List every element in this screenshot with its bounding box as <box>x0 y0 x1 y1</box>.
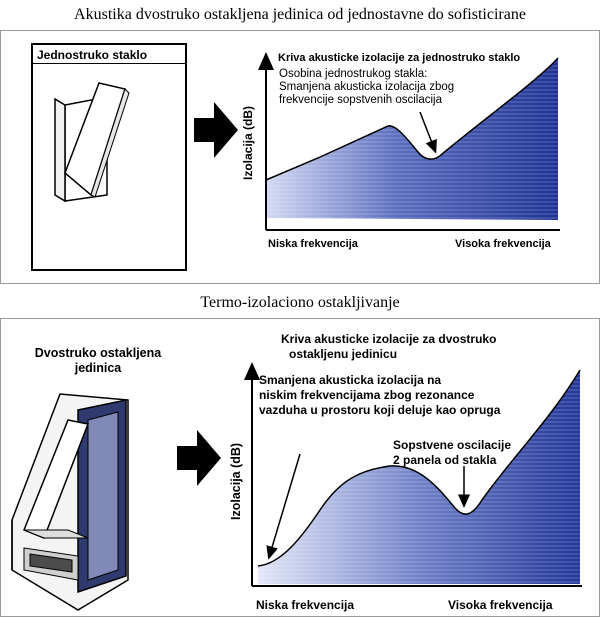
single-glass-illustration <box>33 45 185 269</box>
arrow-right-icon <box>192 100 242 160</box>
double-unit-label <box>18 346 178 376</box>
bottom-annotation-1-line-2: niskim frekvencijama zbog rezonance <box>259 388 475 402</box>
top-annotation <box>279 68 454 107</box>
bottom-annotation-2-line-2: 2 panela od stakla <box>393 453 497 467</box>
bottom-y-label: Izolacija (dB) <box>229 442 243 520</box>
top-x-low-label: Niska frekvencija <box>268 238 358 250</box>
top-y-label: Izolacija (dB) <box>241 105 255 180</box>
bottom-annotation-2 <box>393 438 511 468</box>
double-glass-illustration <box>8 380 158 610</box>
bottom-annotation-2-line-1: Sopstvene oscilacije <box>393 438 512 452</box>
top-annotation-line-1: Osobina jednostrukog stakla: <box>279 68 428 80</box>
bottom-annotation-1 <box>259 373 500 418</box>
bottom-chart-title-line-2: ostakljenu jedinicu <box>289 347 398 361</box>
arrow-right-icon-2 <box>175 428 225 488</box>
top-annotation-line-2: Smanjena akusticka izolacija zbog <box>279 81 455 93</box>
bottom-x-high-label: Visoka frekvencija <box>448 598 553 612</box>
bottom-chart-title <box>281 332 496 362</box>
single-glass-label: Jednostruko staklo <box>37 48 148 62</box>
double-unit-label-line-2: jedinica <box>74 361 122 375</box>
single-glass-box <box>31 43 187 271</box>
top-annotation-arrow <box>420 112 434 148</box>
bottom-annotation-1-line-1: Smanjena akusticka izolacija na <box>259 373 442 387</box>
top-chart-title: Kriva akusticke izolacije za jednostruko staklo <box>278 52 521 64</box>
bottom-x-low-label: Niska frekvencija <box>256 598 355 612</box>
top-annotation-line-3: frekvencije sopstvenih oscilacija <box>279 94 442 106</box>
top-title: Akustika dvostruko ostakljena jedinica od jednostavne do sofisticirane <box>74 6 526 23</box>
double-unit-label-line-1: Dvostruko ostakljena <box>34 346 162 360</box>
bottom-annotation-1-line-3: vazduha u prostoru koji deluje kao opruga <box>259 403 501 417</box>
bottom-annotation-arrow-1 <box>270 454 300 554</box>
top-x-high-label: Visoka frekvencija <box>455 238 551 250</box>
bottom-chart-title-line-1: Kriva akusticke izolacije za dvostruko <box>281 332 497 346</box>
bottom-title: Termo-izolaciono ostakljivanje <box>200 294 400 311</box>
